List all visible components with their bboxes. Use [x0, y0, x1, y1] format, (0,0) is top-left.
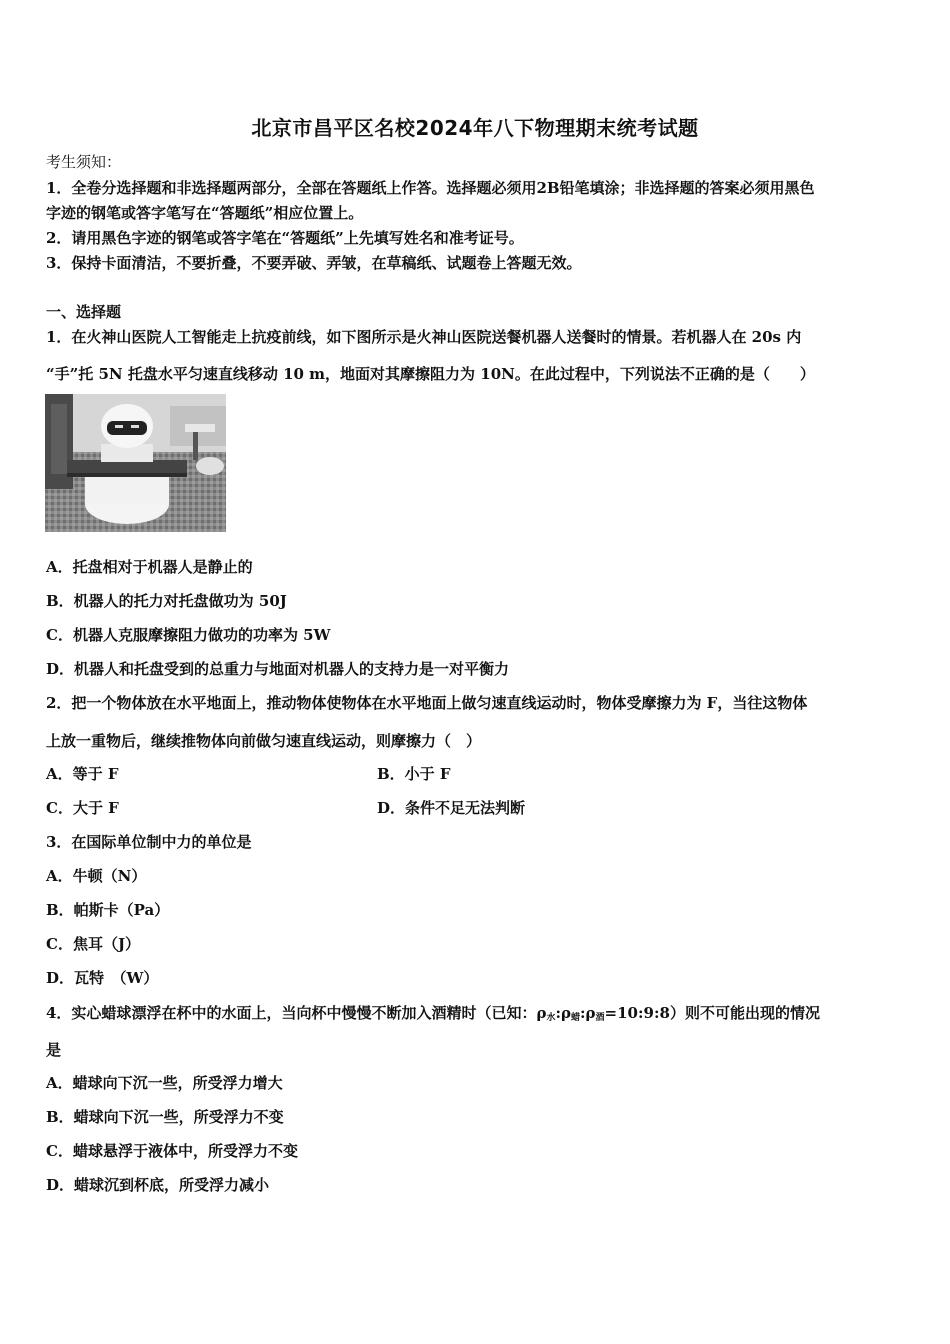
notice-item-1-cont: 字迹的钢笔或答字笔写在“答题纸”相应位置上。: [46, 204, 364, 222]
q4-stem-part2: =10:9:8）则不可能出现的情况: [604, 1004, 820, 1022]
q2-option-a: A．等于 F: [46, 765, 119, 783]
rho-wax-sub: 蜡: [570, 1013, 580, 1023]
q3-option-a: A．牛顿（N）: [46, 867, 147, 885]
rho-alcohol: ρ: [585, 1004, 596, 1022]
q1-option-c: C．机器人克服摩擦阻力做功的功率为 5W: [46, 626, 331, 644]
q3-option-d: D．瓦特 （W）: [46, 969, 159, 987]
rho-water-sub: 水: [546, 1013, 556, 1023]
q3-option-c: C．焦耳（J）: [46, 935, 141, 953]
q2-stem-line2: 上放一重物后，继续推物体向前做匀速直线运动，则摩擦力（ ）: [46, 732, 482, 750]
notice-item-1: 1．全卷分选择题和非选择题两部分，全部在答题纸上作答。选择题必须用2B铅笔填涂；非选择题的答案必须用黑色: [46, 179, 815, 197]
q2-option-c: C．大于 F: [46, 799, 119, 817]
notice-item-3: 3．保持卡面清洁，不要折叠，不要弄破、弄皱，在草稿纸、试题卷上答题无效。: [46, 254, 582, 272]
q3-stem: 3．在国际单位制中力的单位是: [46, 833, 252, 851]
robot-photo-svg: [45, 394, 226, 532]
rho-water: ρ: [536, 1004, 547, 1022]
section-heading: 一、选择题: [46, 303, 122, 321]
q1-option-d: D．机器人和托盘受到的总重力与地面对机器人的支持力是一对平衡力: [46, 660, 510, 678]
q1-stem-line1: 1．在火神山医院人工智能走上抗疫前线，如下图所示是火神山医院送餐机器人送餐时的情景。若机器人在 20s 内: [46, 328, 802, 346]
q4-option-a: A．蜡球向下沉一些，所受浮力增大: [46, 1074, 283, 1092]
q4-stem-line1: [46, 1003, 820, 1028]
q2-option-b: B．小于 F: [377, 765, 451, 783]
q4-stem-line2: 是: [46, 1041, 62, 1059]
rho-wax: ρ: [561, 1004, 571, 1022]
q4-option-c: C．蜡球悬浮于液体中，所受浮力不变: [46, 1142, 298, 1160]
q2-stem-line1: 2．把一个物体放在水平地面上，推动物体使物体在水平地面上做匀速直线运动时，物体受摩擦力为 F，当往这物体: [46, 694, 808, 712]
q4-option-b: B．蜡球向下沉一些，所受浮力不变: [46, 1108, 284, 1126]
notice-item-2: 2．请用黑色字迹的钢笔或答字笔在“答题纸”上先填写姓名和准考证号。: [46, 229, 524, 247]
q1-option-b: B．机器人的托力对托盘做功为 50J: [46, 592, 287, 610]
ratio-colon-2: :: [580, 1004, 586, 1022]
page-title: 北京市昌平区名校2024年八下物理期末统考试题: [251, 116, 699, 140]
q1-option-a: A．托盘相对于机器人是静止的: [46, 558, 253, 576]
q4-option-d: D．蜡球沉到杯底，所受浮力减小: [46, 1176, 270, 1194]
q1-stem-line2: “手”托 5N 托盘水平匀速直线移动 10 m，地面对其摩擦阻力为 10N。在此过程中，下列说法不正确的是（ ）: [46, 365, 815, 383]
q3-option-b: B．帕斯卡（Pa）: [46, 901, 170, 919]
ratio-colon-1: :: [555, 1004, 561, 1022]
rho-alcohol-sub: 酒: [595, 1013, 605, 1023]
q2-option-d: D．条件不足无法判断: [377, 799, 526, 817]
robot-photo: [45, 394, 226, 532]
notice-heading: 考生须知：: [46, 153, 122, 171]
q4-stem-part1: 4．实心蜡球漂浮在杯中的水面上，当向杯中慢慢不断加入酒精时（已知：: [46, 1004, 537, 1022]
